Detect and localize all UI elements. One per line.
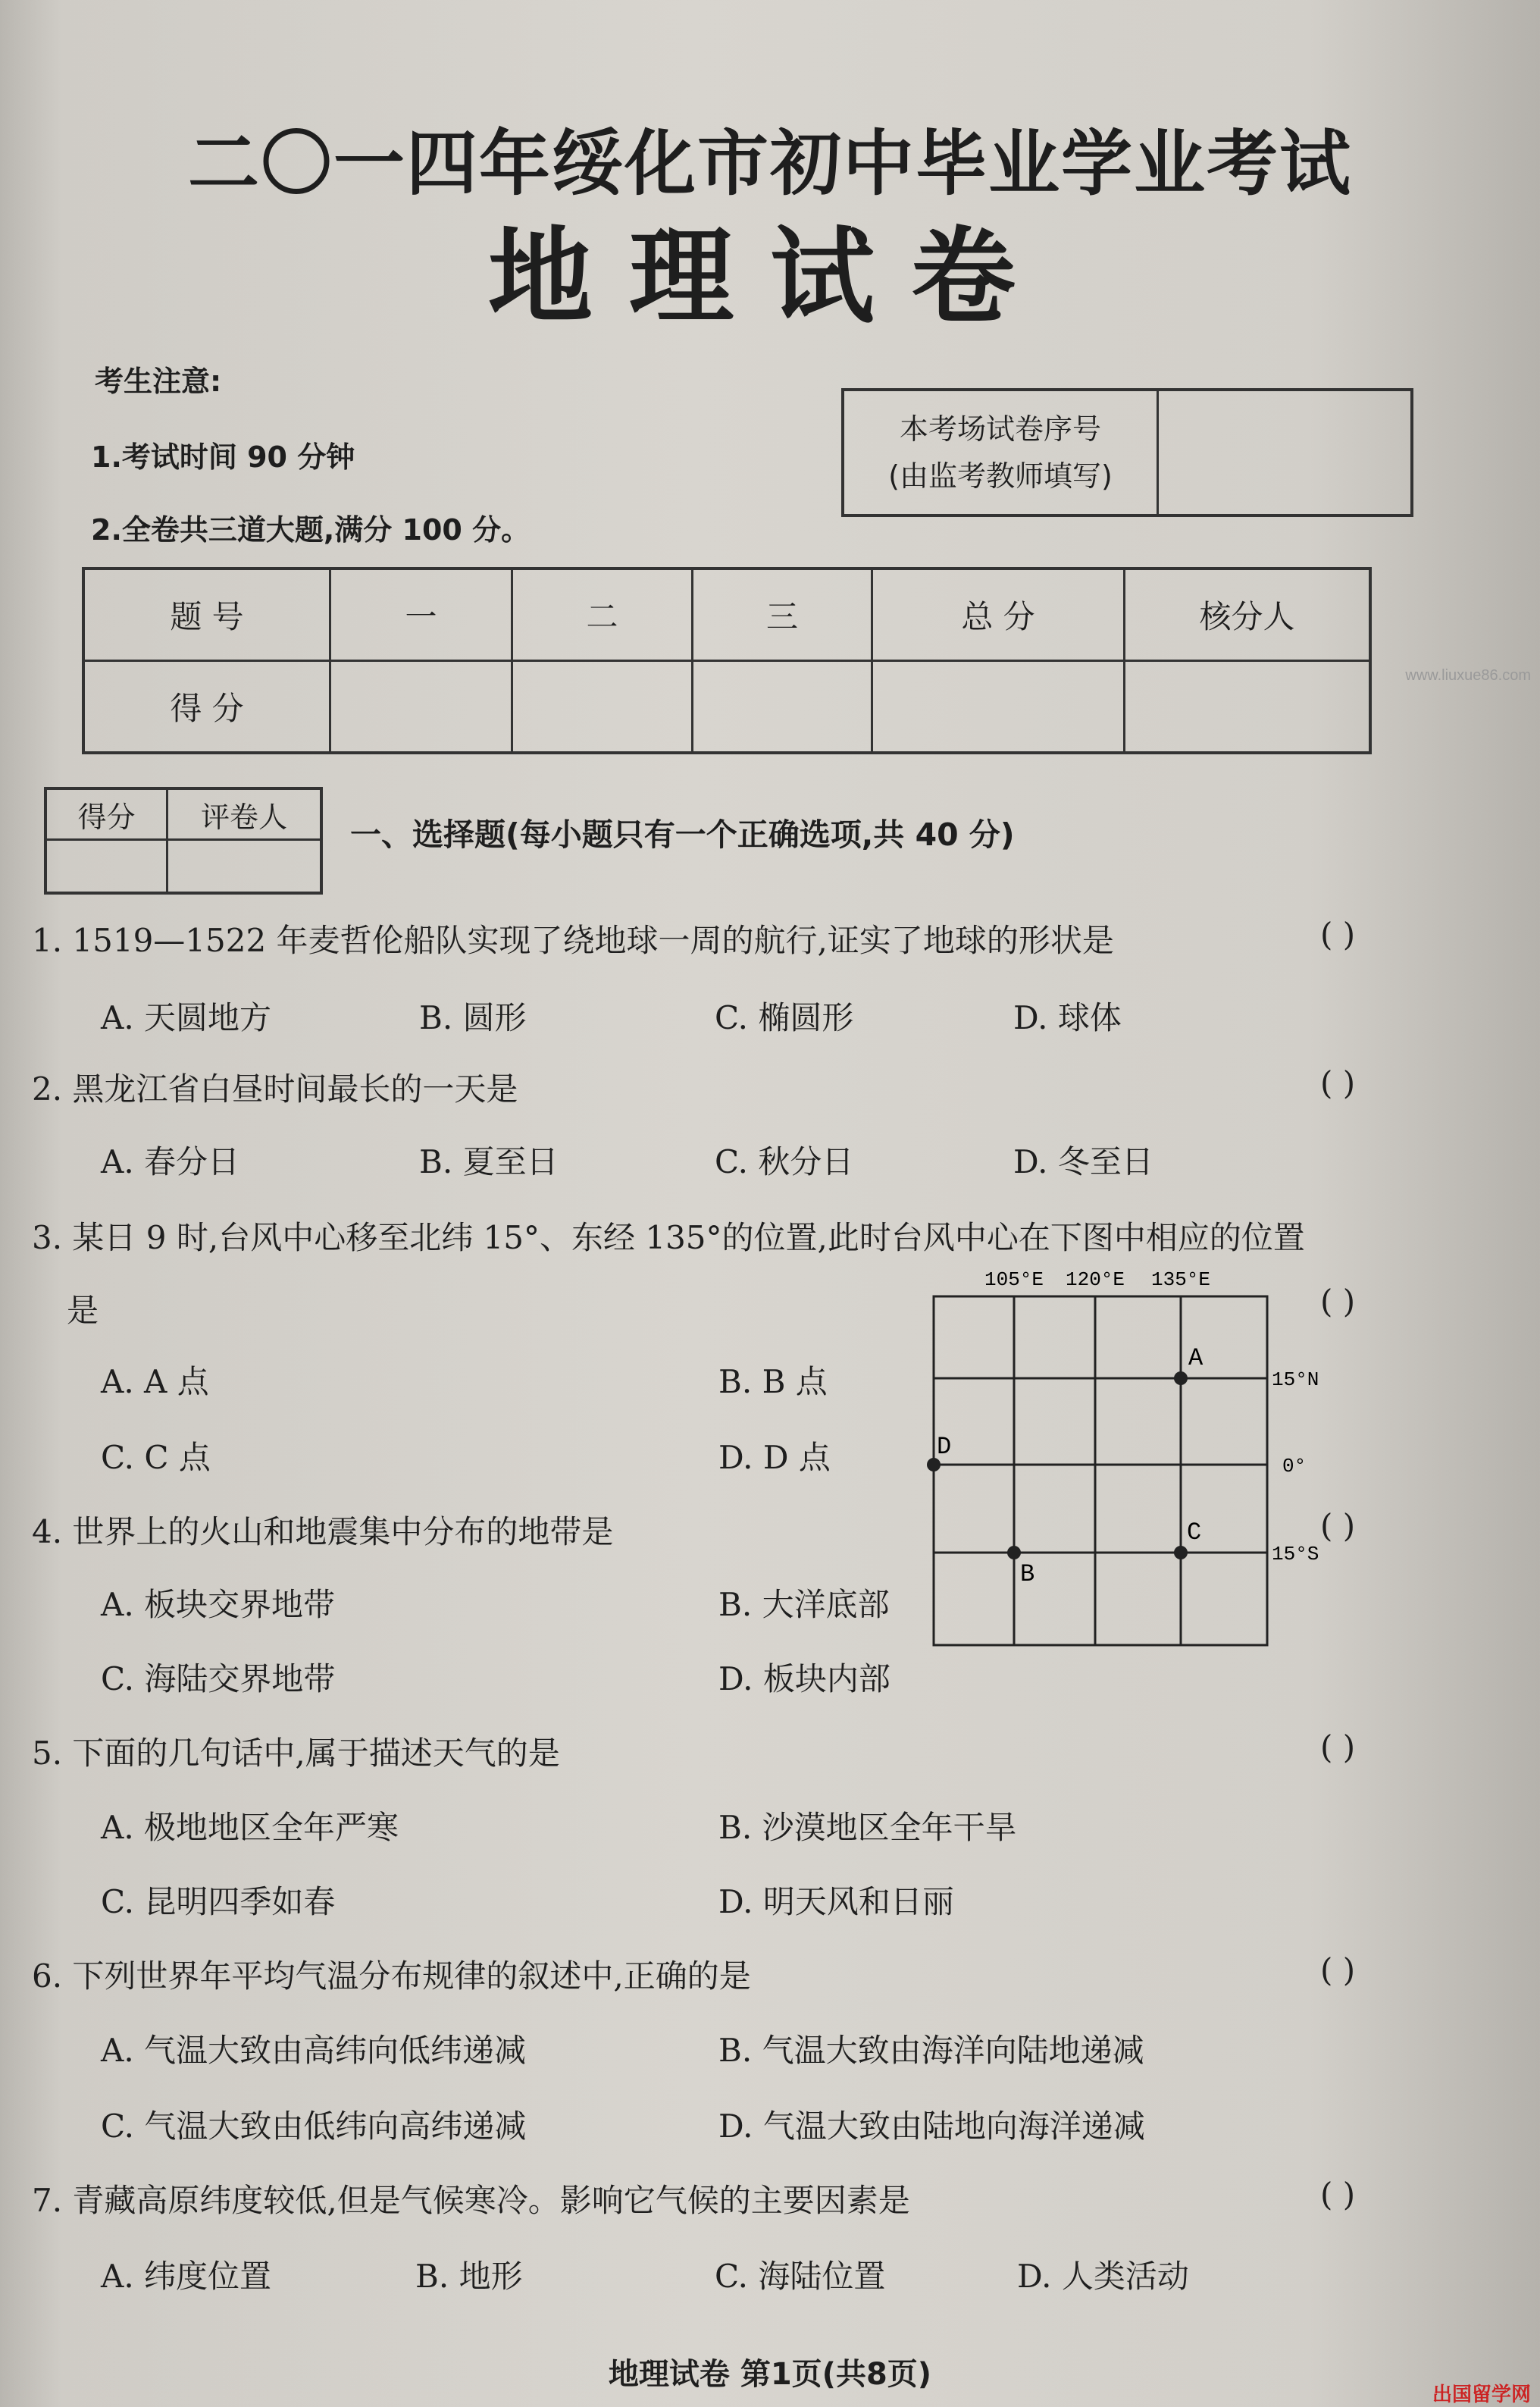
serial-number-box bbox=[841, 388, 1413, 517]
question-2-stem: 2. 黑龙江省白昼时间最长的一天是 bbox=[32, 1070, 518, 1108]
question-6-option-a[interactable]: A. 气温大致由高纬向低纬递减 bbox=[101, 2032, 527, 2069]
question-7-option-d[interactable]: D. 人类活动 bbox=[1017, 2258, 1189, 2295]
question-6-stem: 6. 下列世界年平均气温分布规律的叙述中,正确的是 bbox=[32, 1957, 751, 1995]
grader-name-label: 评卷人 bbox=[167, 788, 322, 840]
score-header-cell: 题 号 bbox=[83, 569, 330, 661]
question-4-option-a[interactable]: A. 板块交界地带 bbox=[101, 1586, 336, 1623]
lat-label-0: 0° bbox=[1282, 1455, 1307, 1478]
question-1-option-c[interactable]: C. 椭圆形 bbox=[715, 999, 854, 1036]
question-5-option-c[interactable]: C. 昆明四季如春 bbox=[101, 1883, 336, 1920]
question-5-option-d[interactable]: D. 明天风和日丽 bbox=[718, 1883, 954, 1920]
question-7-option-b[interactable]: B. 地形 bbox=[415, 2258, 523, 2295]
lon-label-135: 135°E bbox=[1150, 1268, 1211, 1291]
question-6-option-c[interactable]: C. 气温大致由低纬向高纬递减 bbox=[101, 2108, 527, 2145]
score-header-cell: 三 bbox=[693, 569, 872, 661]
grader-score-cell[interactable] bbox=[45, 840, 167, 894]
question-1-option-d[interactable]: D. 球体 bbox=[1013, 999, 1122, 1036]
score-row-label: 得 分 bbox=[83, 661, 330, 754]
point-a-marker bbox=[1174, 1371, 1188, 1385]
question-2-option-b[interactable]: B. 夏至日 bbox=[419, 1143, 559, 1180]
score-table-header-row bbox=[83, 569, 1370, 661]
point-a-label: A bbox=[1188, 1344, 1204, 1372]
score-header-cell: 核分人 bbox=[1125, 569, 1371, 661]
question-4-option-b[interactable]: B. 大洋底部 bbox=[718, 1586, 890, 1623]
question-7-stem: 7. 青藏高原纬度较低,但是气候寒冷。影响它气候的主要因素是 bbox=[32, 2182, 910, 2219]
lon-label-120: 120°E bbox=[1065, 1268, 1125, 1291]
map-frame bbox=[934, 1296, 1267, 1645]
score-header-cell: 总 分 bbox=[872, 569, 1125, 661]
question-5-stem: 5. 下面的几句话中,属于描述天气的是 bbox=[32, 1735, 560, 1772]
watermark-logo: 出国留学网 bbox=[1432, 2383, 1531, 2406]
score-cell[interactable] bbox=[512, 661, 693, 754]
question-3-option-d[interactable]: D. D 点 bbox=[718, 1439, 831, 1476]
score-cell[interactable] bbox=[872, 661, 1125, 754]
score-cell[interactable] bbox=[330, 661, 512, 754]
question-7-option-a[interactable]: A. 纬度位置 bbox=[101, 2258, 272, 2295]
question-1-option-a[interactable]: A. 天圆地方 bbox=[101, 999, 272, 1036]
question-2-option-a[interactable]: A. 春分日 bbox=[101, 1143, 240, 1180]
question-2-option-c[interactable]: C. 秋分日 bbox=[715, 1143, 854, 1180]
question-3-option-b[interactable]: B. B 点 bbox=[718, 1363, 828, 1400]
watermark-url: www.liuxue86.com bbox=[1405, 667, 1531, 684]
point-c-marker bbox=[1174, 1546, 1188, 1559]
lon-label-105: 105°E bbox=[984, 1268, 1044, 1291]
point-d-label: D bbox=[937, 1433, 952, 1461]
page-footer: 地理试卷 第1页(共8页) bbox=[608, 2357, 932, 2392]
answer-paren-2[interactable]: ( ) bbox=[1320, 1064, 1356, 1102]
question-3-stem: 3. 某日 9 时,台风中心移至北纬 15°、东经 135°的位置,此时台风中心在下图中相应的位置 bbox=[32, 1219, 1305, 1256]
grader-score-label: 得分 bbox=[45, 788, 167, 840]
serial-label-line2: (由监考教师填写) bbox=[888, 459, 1113, 493]
question-6-option-d[interactable]: D. 气温大致由陆地向海洋递减 bbox=[718, 2108, 1145, 2145]
serial-label-line1: 本考场试卷序号 bbox=[899, 412, 1101, 446]
question-5-option-b[interactable]: B. 沙漠地区全年干旱 bbox=[718, 1809, 1017, 1846]
question-1-stem: 1. 1519—1522 年麦哲伦船队实现了绕地球一周的航行,证实了地球的形状是 bbox=[32, 922, 1114, 959]
score-table bbox=[82, 567, 1372, 754]
score-header-cell: 二 bbox=[512, 569, 693, 661]
notice-heading: 考生注意: bbox=[95, 365, 222, 398]
point-b-marker bbox=[1007, 1546, 1021, 1559]
point-b-label: B bbox=[1020, 1560, 1035, 1588]
score-header-cell: 一 bbox=[330, 569, 512, 661]
answer-paren-7[interactable]: ( ) bbox=[1320, 2176, 1356, 2213]
answer-paren-3[interactable]: ( ) bbox=[1320, 1283, 1356, 1320]
question-4-stem: 4. 世界上的火山和地震集中分布的地带是 bbox=[32, 1513, 614, 1550]
score-table-score-row bbox=[83, 661, 1370, 754]
question-3-stem-cont: 是 bbox=[67, 1292, 99, 1329]
score-cell[interactable] bbox=[1125, 661, 1371, 754]
exam-title: 二〇一四年绥化市初中毕业学业考试 bbox=[187, 123, 1352, 205]
question-6-option-b[interactable]: B. 气温大致由海洋向陆地递减 bbox=[718, 2032, 1144, 2069]
grader-box bbox=[44, 787, 323, 895]
subject-title: 地理试卷 bbox=[487, 216, 1052, 338]
notice-item-1: 1.考试时间 90 分钟 bbox=[91, 440, 355, 474]
question-5-option-a[interactable]: A. 极地地区全年严寒 bbox=[101, 1809, 399, 1846]
section-title: 一、选择题(每小题只有一个正确选项,共 40 分) bbox=[350, 816, 1015, 853]
lat-label-15n: 15°N bbox=[1272, 1368, 1319, 1391]
answer-paren-4[interactable]: ( ) bbox=[1320, 1507, 1356, 1544]
question-2-option-d[interactable]: D. 冬至日 bbox=[1013, 1143, 1153, 1180]
question-3-option-a[interactable]: A. A 点 bbox=[101, 1363, 209, 1400]
question-4-option-c[interactable]: C. 海陆交界地带 bbox=[101, 1660, 336, 1697]
answer-paren-1[interactable]: ( ) bbox=[1320, 916, 1356, 953]
answer-paren-6[interactable]: ( ) bbox=[1320, 1951, 1356, 1989]
lat-label-15s: 15°S bbox=[1272, 1543, 1319, 1565]
question-4-option-d[interactable]: D. 板块内部 bbox=[718, 1660, 891, 1697]
question-7-option-c[interactable]: C. 海陆位置 bbox=[715, 2258, 886, 2295]
serial-label bbox=[843, 390, 1158, 516]
score-cell[interactable] bbox=[693, 661, 872, 754]
map-grid bbox=[934, 1296, 1267, 1645]
answer-paren-5[interactable]: ( ) bbox=[1320, 1728, 1356, 1766]
latitude-longitude-grid-map bbox=[909, 1255, 1334, 1656]
serial-input-cell[interactable] bbox=[1158, 390, 1413, 516]
question-1-option-b[interactable]: B. 圆形 bbox=[419, 999, 527, 1036]
notice-item-2: 2.全卷共三道大题,满分 100 分。 bbox=[91, 513, 531, 547]
grader-name-cell[interactable] bbox=[167, 840, 322, 894]
question-3-option-c[interactable]: C. C 点 bbox=[101, 1439, 211, 1476]
point-c-label: C bbox=[1187, 1518, 1202, 1547]
